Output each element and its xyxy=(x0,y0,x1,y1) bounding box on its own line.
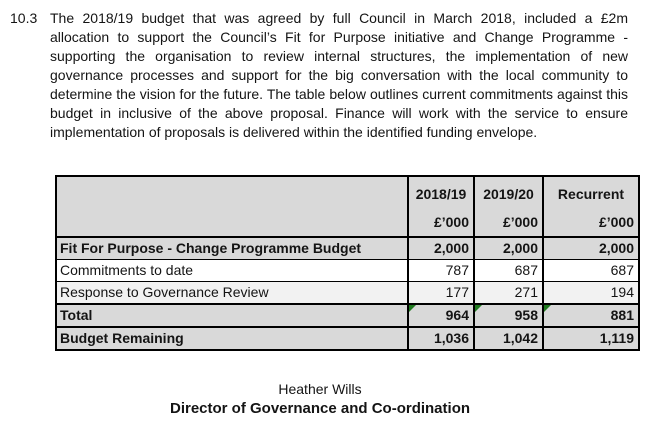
value-cell: 2,000 xyxy=(474,237,543,260)
value-cell: 271 xyxy=(474,282,543,305)
header-corner-cell xyxy=(56,176,408,237)
author-title: Director of Governance and Co-ordination xyxy=(169,400,471,417)
unit-header-label: £’000 xyxy=(598,214,634,230)
table-header-row xyxy=(56,176,639,237)
row-label-cell: Response to Governance Review xyxy=(60,284,269,300)
value-cell: 787 xyxy=(408,260,474,282)
header-col-2018-19 xyxy=(408,176,474,237)
value-cell: 177 xyxy=(408,282,474,305)
budget-table-body xyxy=(56,237,639,350)
table-row xyxy=(56,237,639,260)
author-name: Heather Wills xyxy=(278,381,362,397)
value-cell: 687 xyxy=(474,260,543,282)
budget-table xyxy=(55,175,640,351)
row-label-cell: Budget Remaining xyxy=(60,330,184,346)
value-cell: 1,036 xyxy=(408,327,474,350)
year-header-label: 2019/20 xyxy=(483,186,534,202)
value-cell: 958 xyxy=(474,304,543,327)
year-header-label: Recurrent xyxy=(557,186,625,202)
value-cell: 1,042 xyxy=(474,327,543,350)
value-cell: 194 xyxy=(543,282,639,305)
green-corner-flag-icon xyxy=(475,305,482,312)
table-row xyxy=(56,304,639,327)
unit-header-label: £’000 xyxy=(433,214,469,230)
green-corner-flag-icon xyxy=(544,305,551,312)
signature-block xyxy=(0,380,640,419)
value-cell: 2,000 xyxy=(543,237,639,260)
value-cell: 964 xyxy=(408,304,474,327)
green-corner-flag-icon xyxy=(409,305,416,312)
table-row xyxy=(56,282,639,305)
year-header-label: 2018/19 xyxy=(415,186,467,202)
unit-header-label: £’000 xyxy=(502,214,538,230)
row-label-cell: Fit For Purpose - Change Programme Budget xyxy=(60,240,362,256)
paragraph-text: The 2018/19 budget that was agreed by full Council in March 2018, included a £2m allocation to support the Council’s Fit for Purpose initiative and Change Programme - supporting the organisation to review internal structures, the implementation of new governance processes and support for the big conversation with the local community to determine the vision for the future. The table below outlines current commitments against this budget in inclusive of the above proposal. Finance will work with the service to ensure implementation of proposals is delivered within the identified funding envelope. xyxy=(50,10,628,140)
paragraph-number: 10.3 xyxy=(10,10,38,26)
value-cell: 2,000 xyxy=(408,237,474,260)
row-label-cell: Commitments to date xyxy=(60,262,194,278)
header-col-2019-20 xyxy=(474,176,543,237)
value-cell: 881 xyxy=(543,304,639,327)
header-col-recurrent xyxy=(543,176,639,237)
value-cell: 687 xyxy=(543,260,639,282)
table-row xyxy=(56,327,639,350)
row-label-cell: Total xyxy=(60,307,93,323)
table-row xyxy=(56,260,639,282)
paragraph-10-3 xyxy=(10,9,628,142)
value-cell: 1,119 xyxy=(543,327,639,350)
